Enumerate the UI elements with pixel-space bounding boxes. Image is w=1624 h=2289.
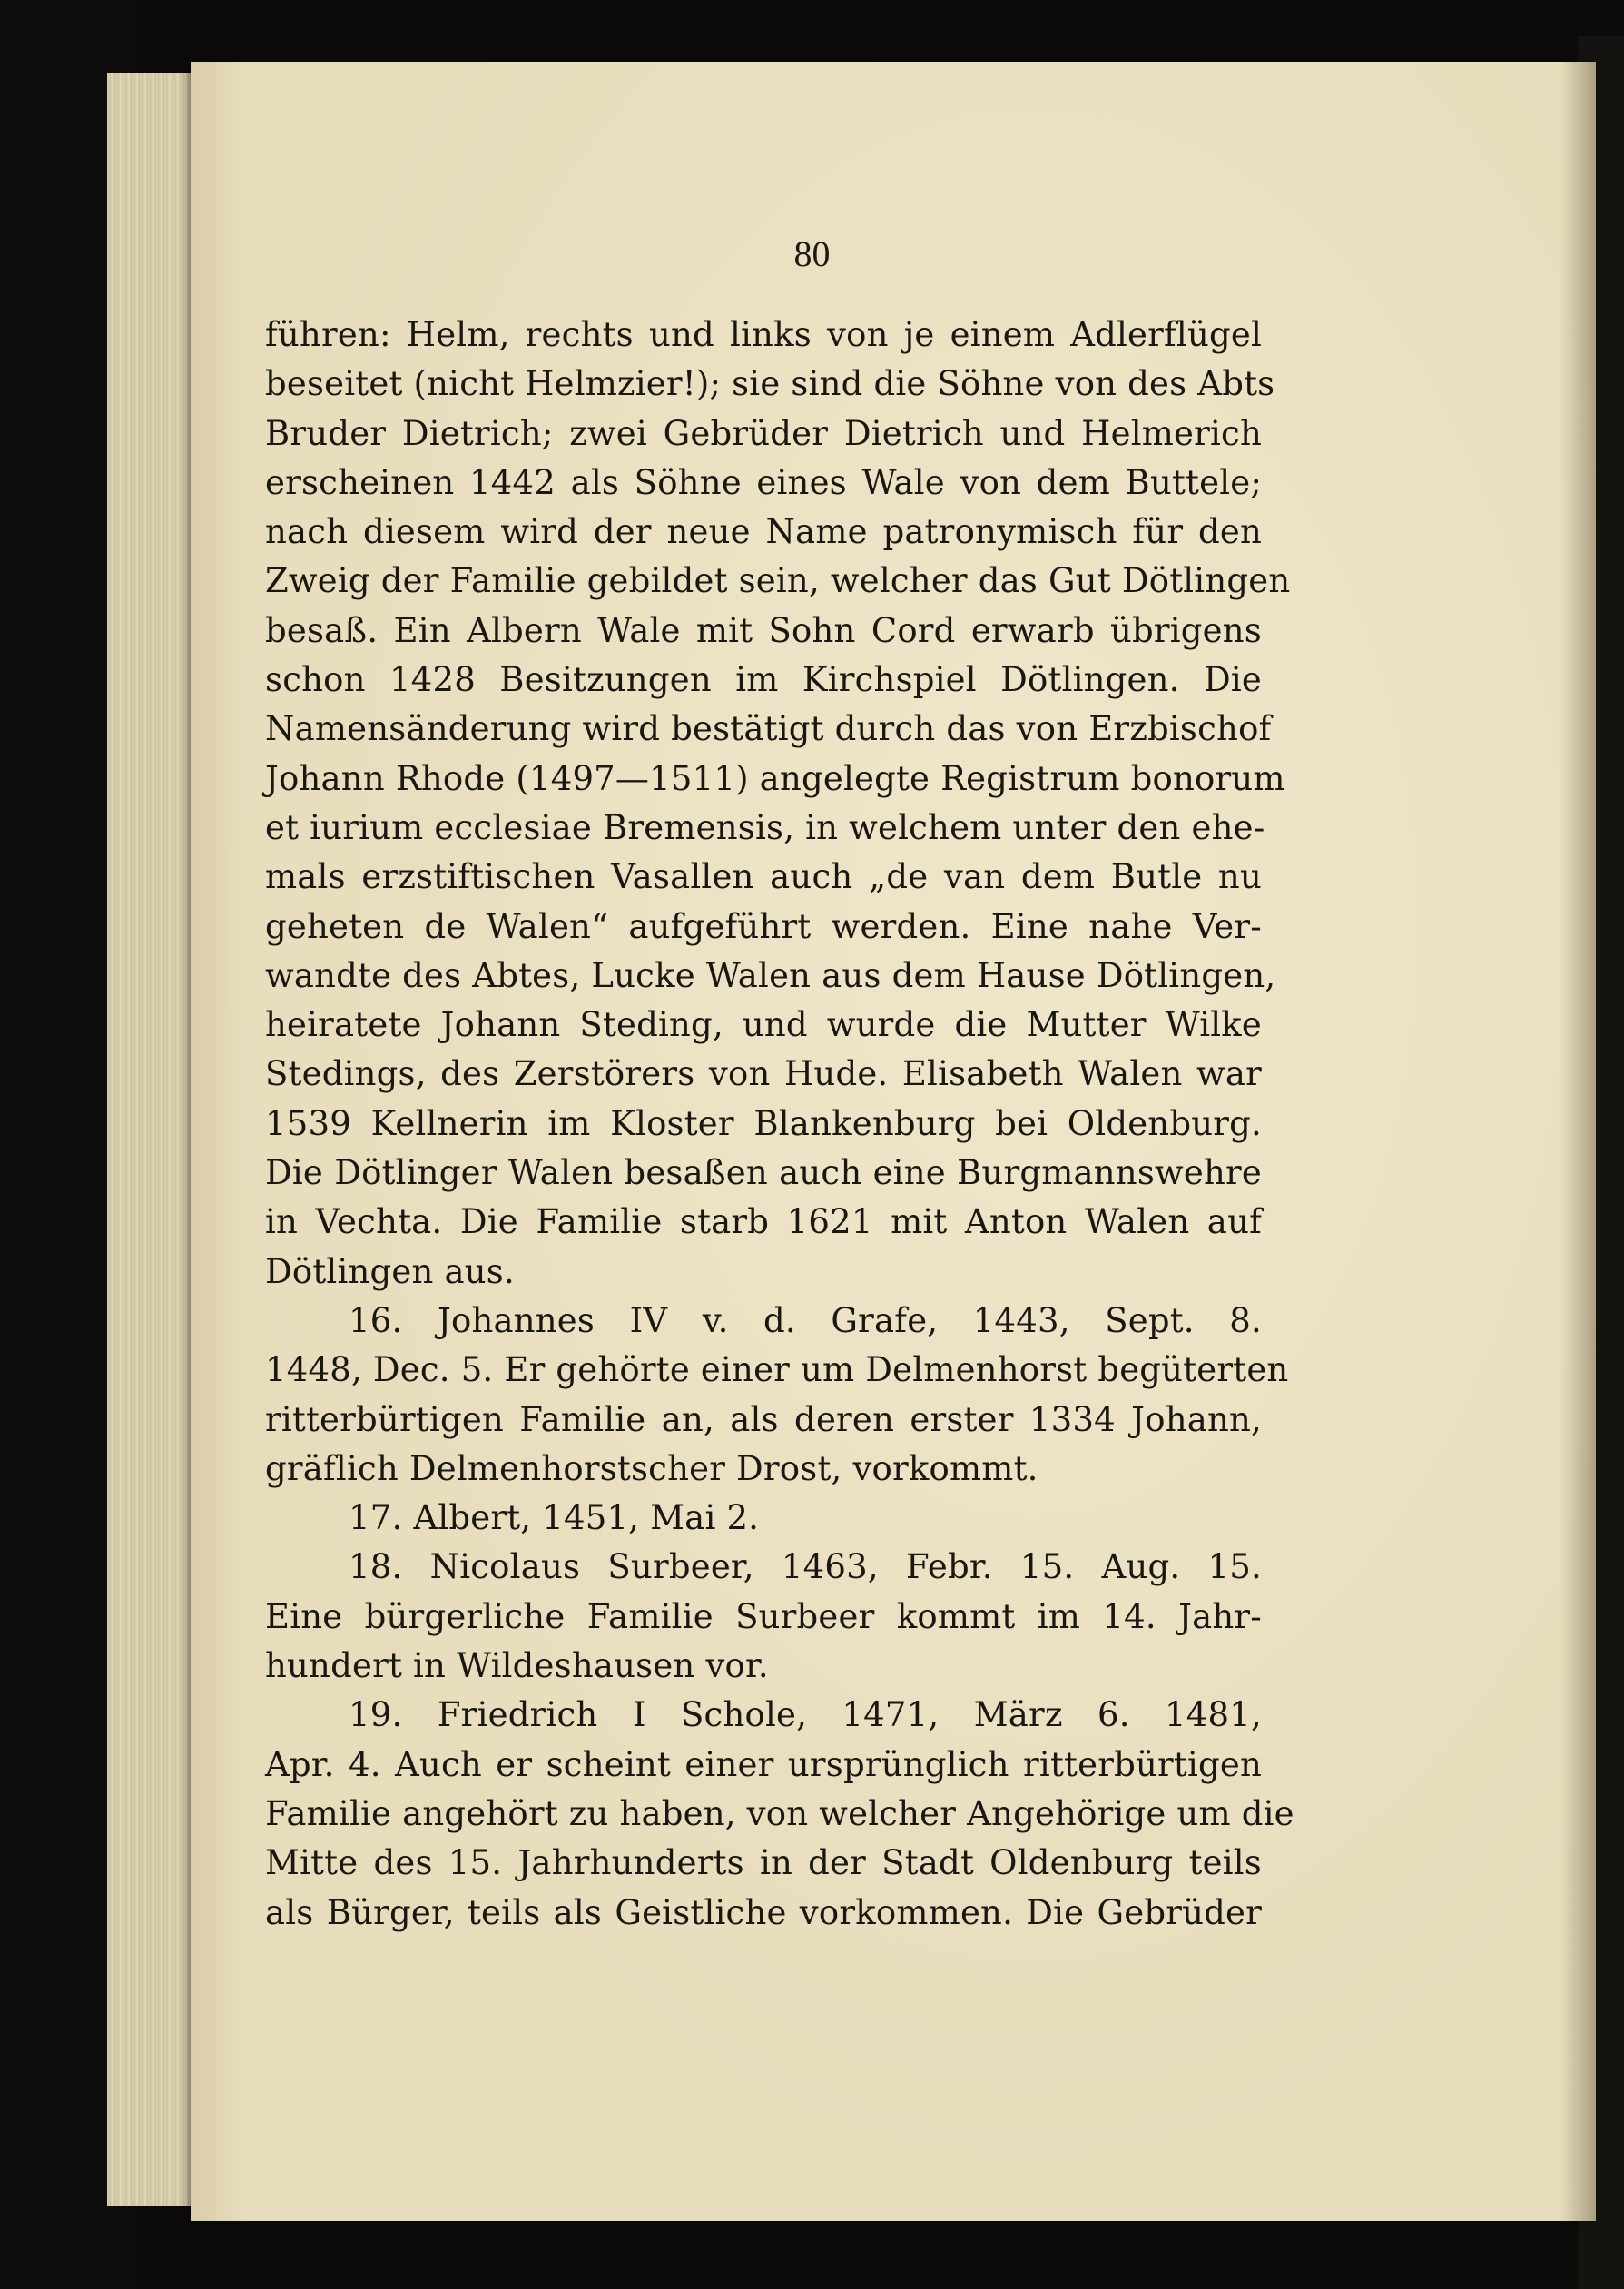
gutter-shadow [1560,62,1596,2221]
text-line: gräflich Delmenhorstscher Drost, vorkommt. [265,1448,1038,1488]
text-line: als Bürger, teils als Geistliche vorkommen. Die Gebrüder [265,1892,1262,1932]
text-line: et iurium ecclesiae Bremensis, in welchem unter den ehe- [265,807,1265,847]
text-line: Bruder Dietrich; zwei Gebrüder Dietrich und Helmerich [265,413,1262,453]
text-line: Zweig der Familie gebildet sein, welcher das Gut Dötlingen [265,561,1291,601]
text-line: 19. Friedrich I Schole, 1471, März 6. 1481, [349,1695,1262,1735]
page-number: 80 [793,233,831,274]
text-line: schon 1428 Besitzungen im Kirchspiel Dötlingen. Die [265,660,1262,700]
text-line: 17. Albert, 1451, Mai 2. [349,1498,760,1538]
text-line: ritterbürtigen Familie an, als deren erster 1334 Johann, [265,1399,1262,1439]
text-line: in Vechta. Die Familie starb 1621 mit Anton Walen auf [265,1202,1262,1242]
text-line: Dötlingen aus. [265,1251,515,1291]
text-line: Stedings, des Zerstörers von Hude. Elisabeth Walen war [265,1054,1262,1094]
text-line: hundert in Wildeshausen vor. [265,1646,769,1686]
text-line: 16. Johannes IV v. d. Grafe, 1443, Sept. 8. [349,1300,1262,1340]
text-line: Namensänderung wird bestätigt durch das von Erzbischof [265,709,1272,749]
text-line: beseitet (nicht Helmzier!); sie sind die Söhne von des Abts [265,364,1275,404]
text-line: Die Dötlinger Walen besaßen auch eine Burgmannswehre [265,1153,1262,1193]
text-line: Apr. 4. Auch er scheint einer ursprünglich ritterbürtigen [265,1744,1262,1784]
text-line: 1539 Kellnerin im Kloster Blankenburg bei Oldenburg. [265,1103,1262,1143]
text-line: Johann Rhode (1497—1511) angelegte Registrum bonorum [265,758,1285,798]
text-line: Familie angehört zu haben, von welcher Angehörige um die [265,1793,1294,1833]
text-line: geheten de Walen“ aufgeführt werden. Eine nahe Ver- [265,906,1262,946]
text-line: Eine bürgerliche Familie Surbeer kommt im 14. Jahr- [265,1596,1262,1636]
text-line: heiratete Johann Steding, und wurde die Mutter Wilke [265,1005,1262,1045]
text-line: wandte des Abtes, Lucke Walen aus dem Hause Dötlingen, [265,955,1276,995]
text-line: 18. Nicolaus Surbeer, 1463, Febr. 15. Aug. 15. [349,1547,1262,1587]
text-line: mals erzstiftischen Vasallen auch „de van dem Butle nu [265,857,1262,897]
body-text [265,311,1294,1938]
text-line: nach diesem wird der neue Name patronymisch für den [265,512,1262,552]
text-line: Mitte des 15. Jahrhunderts in der Stadt Oldenburg teils [265,1843,1262,1883]
text-line: führen: Helm, rechts und links von je einem Adlerflügel [265,315,1262,354]
text-line: 1448, Dec. 5. Er gehörte einer um Delmenhorst begüterten [265,1350,1289,1390]
text-line: erscheinen 1442 als Söhne eines Wale von dem Buttele; [265,462,1262,502]
text-line: besaß. Ein Albern Wale mit Sohn Cord erwarb übrigens [265,610,1262,650]
